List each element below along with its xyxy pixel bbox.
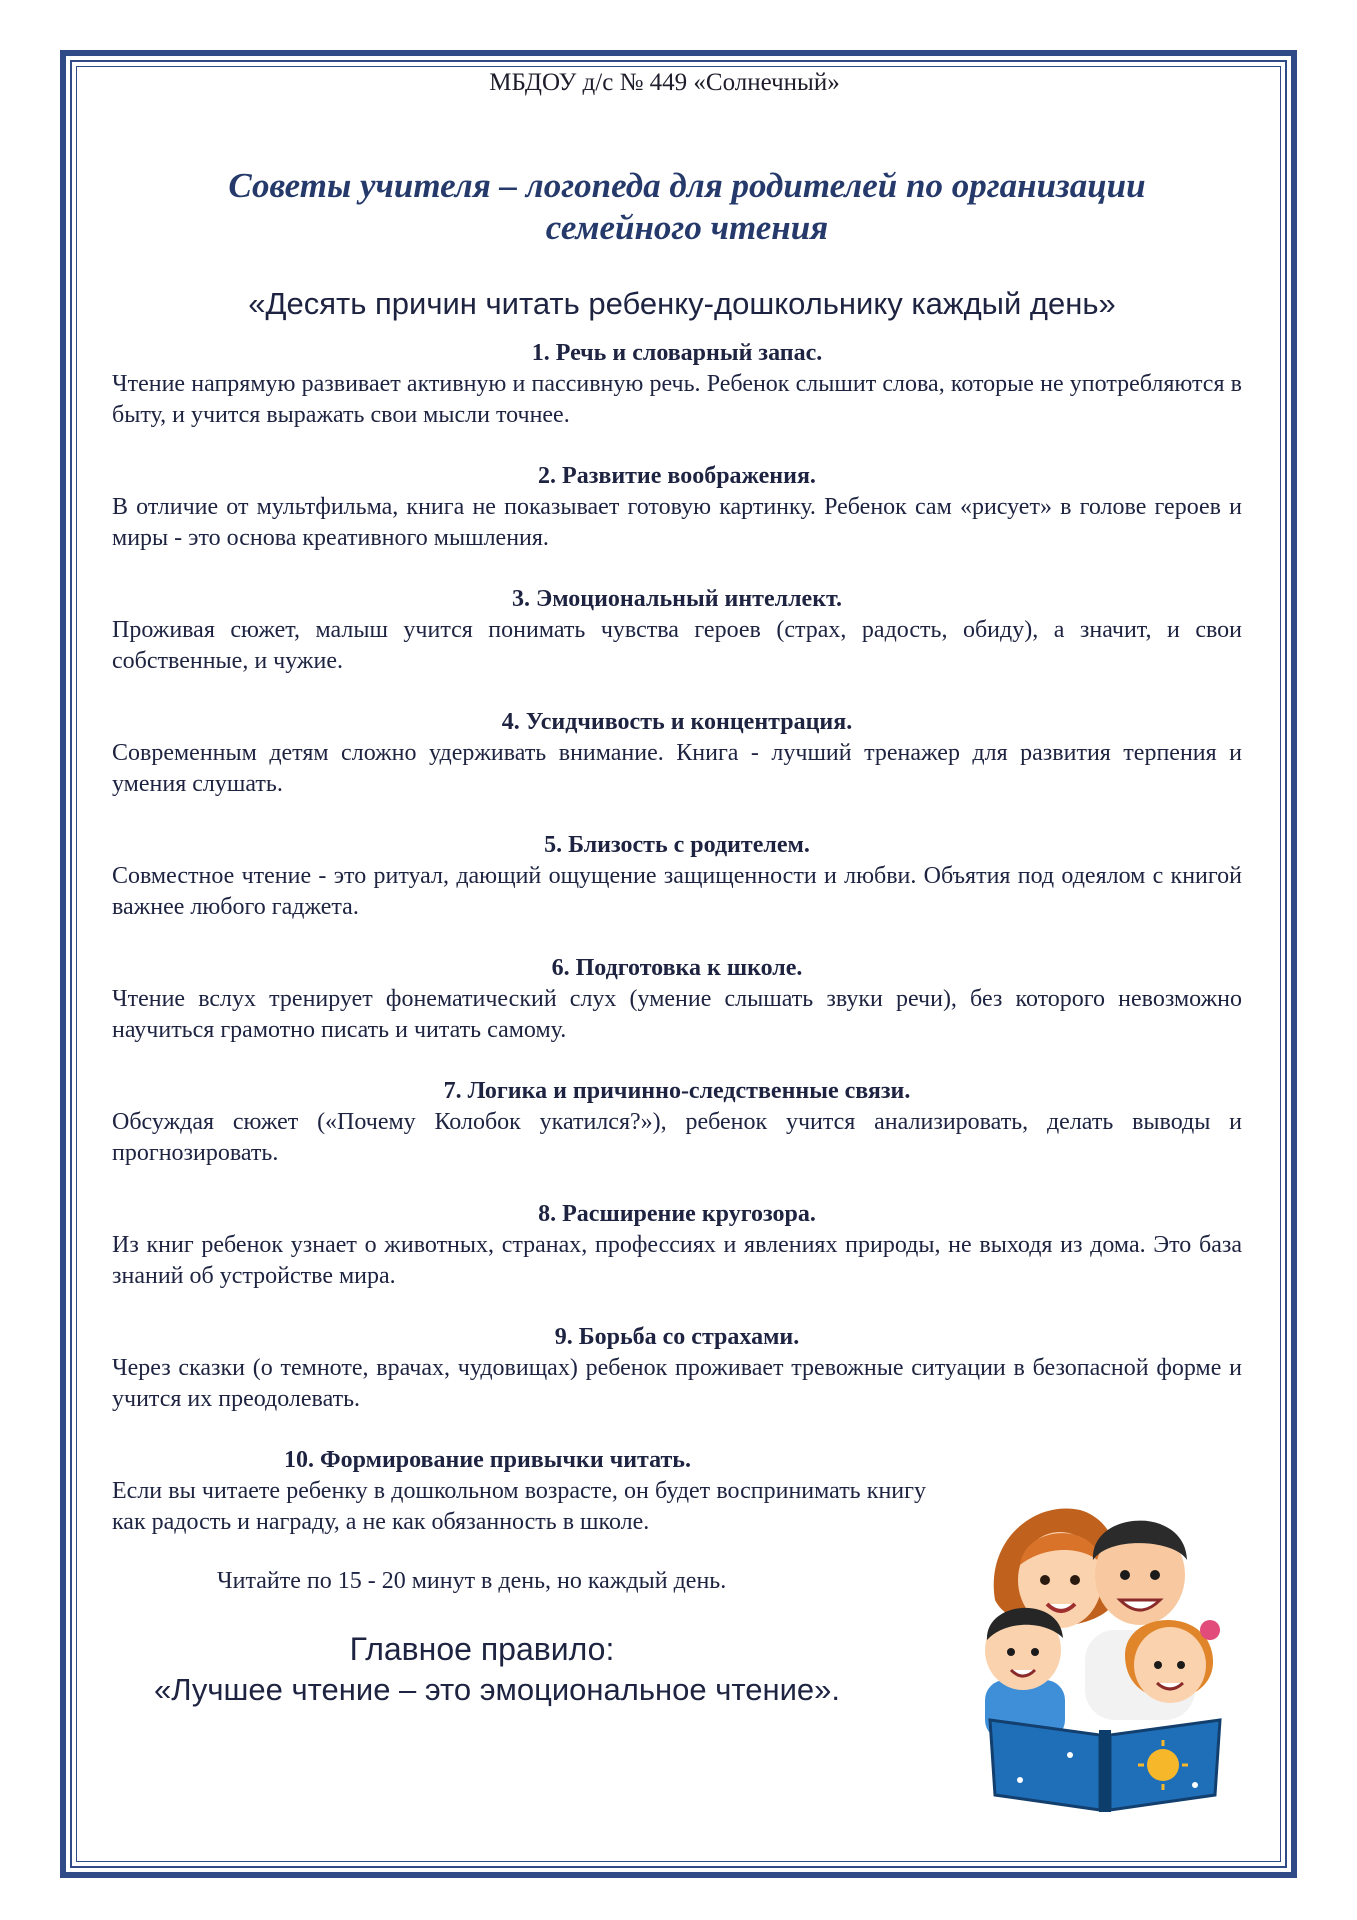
reason-item — [112, 1199, 1242, 1292]
reason-title: 2. Развитие воображения. — [538, 463, 816, 489]
reason-text: Чтение напрямую развивает активную и пассивную речь. Ребенок слышит слова, которые не употребляются в быту, и учится выражать свои мысли точнее. — [112, 371, 1242, 428]
reason-item — [112, 1322, 1242, 1415]
reason-text: В отличие от мультфильма, книга не показывает готовую картинку. Ребенок сам «рисует» в голове героев и миры - это основа креативного мышления. — [112, 494, 1242, 551]
reason-text: Обсуждая сюжет («Почему Колобок укатился?»), ребенок учится анализировать, делать выводы и прогнозировать. — [112, 1109, 1242, 1166]
reason-text: Современным детям сложно удерживать внимание. Книга - лучший тренажер для развития терпения и умения слушать. — [112, 740, 1242, 797]
reason-title: 3. Эмоциональный интеллект. — [511, 586, 843, 612]
reason-item — [112, 1076, 1242, 1169]
reason-text: Если вы читаете ребенку в дошкольном возрасте, он будет воспринимать книгу как радость и награду, а не как обязанность в школе. — [112, 1478, 926, 1535]
main-rule-text: «Лучшее чтение – это эмоциональное чтение». — [153, 1672, 841, 1707]
reason-item — [112, 338, 1242, 431]
title-line-1: Советы учителя – логопеда для родителей по организации — [228, 166, 1146, 205]
reason-item — [112, 953, 1242, 1046]
reason-item — [112, 707, 1242, 800]
document-title — [132, 165, 1242, 249]
reason-text: Из книг ребенок узнает о животных, странах, профессиях и явлениях природы, не выходя из дома. Это база знаний об устройстве мира. — [112, 1232, 1242, 1289]
reason-item — [112, 584, 1242, 677]
reason-title: 7. Логика и причинно-следственные связи. — [443, 1078, 911, 1104]
main-rule-label: Главное правило: — [349, 1631, 615, 1667]
reason-text: Чтение вслух тренирует фонематический слух (умение слышать звуки речи), без которого невозможно научиться грамотно писать и читать самому. — [112, 986, 1242, 1043]
reasons-list — [112, 338, 1242, 1538]
reason-text: Через сказки (о темноте, врачах, чудовищах) ребенок проживает тревожные ситуации в безопасной форме и учится их преодолевать. — [112, 1355, 1242, 1412]
reason-item — [112, 830, 1242, 923]
organization-name: МБДОУ д/с № 449 «Солнечный» — [489, 69, 840, 96]
reason-text: Совместное чтение - это ритуал, дающий ощущение защищенности и любви. Объятия под одеялом с книгой важнее любого гаджета. — [112, 863, 1242, 920]
reason-title: 10. Формирование привычки читать. — [284, 1447, 691, 1473]
reading-tip: Читайте по 15 - 20 минут в день, но каждый день. — [217, 1568, 727, 1594]
reason-title: 9. Борьба со страхами. — [554, 1324, 800, 1350]
family-reading-book-icon — [975, 1480, 1235, 1820]
reason-item — [112, 461, 1242, 554]
reason-title: 5. Близость с родителем. — [544, 832, 810, 858]
reason-title: 4. Усидчивость и концентрация. — [501, 709, 853, 735]
document-subtitle: «Десять причин читать ребенку-дошкольнику каждый день» — [248, 286, 1116, 321]
reason-title: 8. Расширение кругозора. — [538, 1201, 816, 1227]
reason-text: Проживая сюжет, малыш учится понимать чувства героев (страх, радость, обиду), а значит, и свои собственные, и чужие. — [112, 617, 1242, 674]
document-content — [112, 66, 1242, 1708]
reason-title: 1. Речь и словарный запас. — [531, 340, 823, 366]
reason-title: 6. Подготовка к школе. — [551, 955, 803, 981]
title-line-2: семейного чтения — [545, 208, 829, 247]
open-book — [990, 1720, 1220, 1812]
